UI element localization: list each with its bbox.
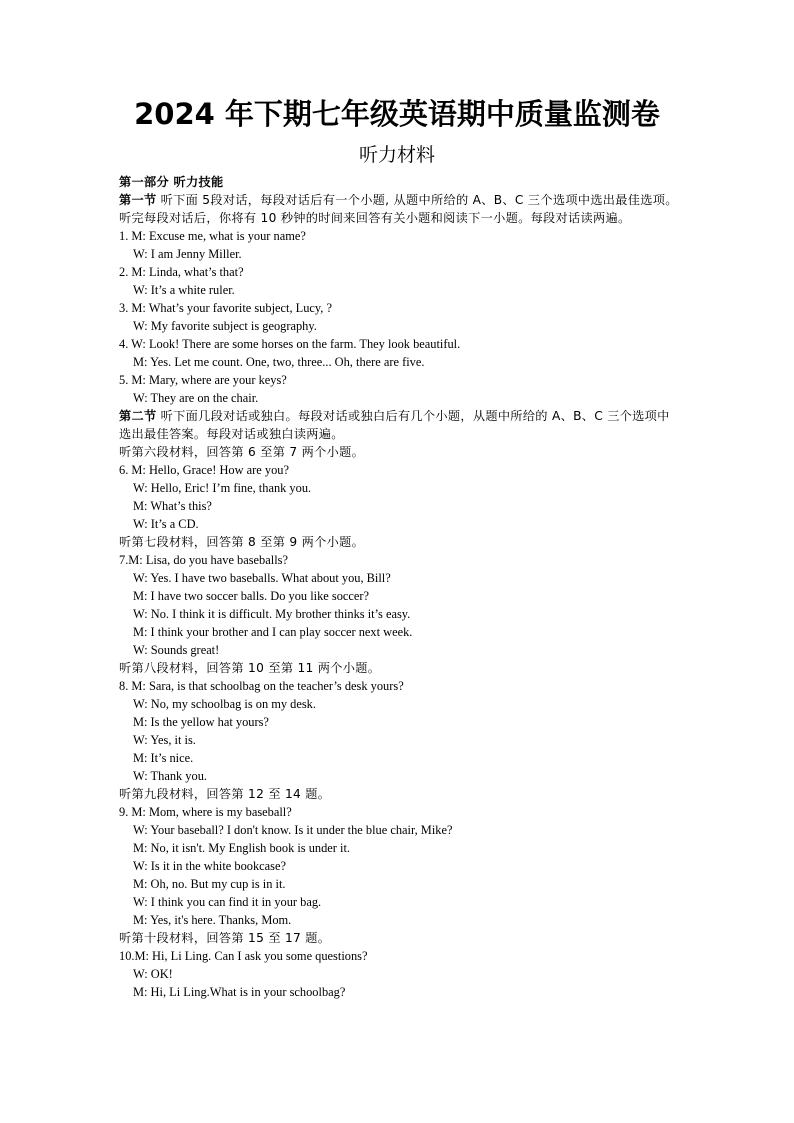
group-heading: 听第六段材料，回答第 6 至第 7 两个小题。: [119, 445, 365, 459]
dialogue-line: 1. M: Excuse me, what is your name?: [119, 229, 306, 243]
dialogue-line: M: I have two soccer balls. Do you like soccer?: [133, 589, 370, 603]
dialogue-line: W: It’s a white ruler.: [133, 283, 235, 297]
dialogue-line: 8. M: Sara, is that schoolbag on the teacher’s desk yours?: [119, 679, 404, 693]
dialogue-line: W: I think you can find it in your bag.: [133, 895, 322, 909]
dialogue-line: W: Hello, Eric! I’m fine, thank you.: [133, 481, 312, 495]
dialogue-line: W: No. I think it is difficult. My brother thinks it’s easy.: [133, 607, 411, 621]
dialogue-line: W: Yes, it is.: [133, 733, 196, 747]
part-heading: 第一部分 听力技能: [119, 175, 224, 189]
dialogue-line: W: OK!: [133, 967, 173, 981]
dialogue-line: 6. M: Hello, Grace! How are you?: [119, 463, 289, 477]
group-heading: 听第八段材料，回答第 10 至第 11 两个小题。: [119, 661, 381, 675]
dialogue-line: W: My favorite subject is geography.: [133, 319, 317, 333]
section1-dialogues: [119, 227, 679, 407]
dialogue-line: W: Your baseball? I don't know. Is it under the blue chair, Mike?: [133, 823, 453, 837]
dialogue-line: M: Oh, no. But my cup is in it.: [133, 877, 286, 891]
dialogue-line: 3. M: What’s your favorite subject, Lucy, ?: [119, 301, 332, 315]
dialogue-line: M: No, it isn't. My English book is under it.: [133, 841, 351, 855]
dialogue-line: 5. M: Mary, where are your keys?: [119, 373, 287, 387]
dialogue-line: W: Sounds great!: [133, 643, 220, 657]
dialogue-line: W: Is it in the white bookcase?: [133, 859, 287, 873]
dialogue-line: W: They are on the chair.: [133, 391, 259, 405]
dialogue-line: M: Yes. Let me count. One, two, three... Oh, there are five.: [133, 355, 425, 369]
dialogue-line: W: Yes. I have two baseballs. What about you, Bill?: [133, 571, 391, 585]
section2-text: 听下面几段对话或独白。每段对话或独白后有几个小题，从题中所给的 A、B、C 三个选项中选出最佳答案。每段对话或独白读两遍。: [119, 409, 670, 441]
group-heading: 听第十段材料，回答第 15 至 17 题。: [119, 931, 331, 945]
dialogue-line: 4. W: Look! There are some horses on the farm. They look beautiful.: [119, 337, 461, 351]
page-subtitle: 听力材料: [358, 144, 435, 166]
dialogue-line: W: Thank you.: [133, 769, 207, 783]
dialogue-line: W: No, my schoolbag is on my desk.: [133, 697, 316, 711]
dialogue-line: M: It’s nice.: [133, 751, 194, 765]
group-heading: 听第七段材料，回答第 8 至第 9 两个小题。: [119, 535, 365, 549]
dialogue-line: M: Hi, Li Ling.What is in your schoolbag?: [133, 985, 346, 999]
dialogue-line: 9. M: Mom, where is my baseball?: [119, 805, 292, 819]
dialogue-line: M: Yes, it's here. Thanks, Mom.: [133, 913, 292, 927]
section2-instructions: [119, 407, 679, 443]
section1-instructions: [119, 191, 679, 227]
group-heading: 听第九段材料，回答第 12 至 14 题。: [119, 787, 331, 801]
section1-label: 第一节: [119, 193, 157, 207]
dialogue-line: W: It’s a CD.: [133, 517, 199, 531]
dialogue-line: 2. M: Linda, what’s that?: [119, 265, 244, 279]
section1-text: 听下面 5段对话，每段对话后有一个小题, 从题中所给的 A、B、C 三个选项中选出最佳选项。听完每段对话后，你将有 10 秒钟的时间来回答有关小题和阅读下一小题。每段对话读两遍。: [119, 193, 678, 225]
dialogue-line: M: Is the yellow hat yours?: [133, 715, 269, 729]
dialogue-line: M: I think your brother and I can play soccer next week.: [133, 625, 413, 639]
dialogue-line: W: I am Jenny Miller.: [133, 247, 242, 261]
document-body: [119, 173, 679, 1001]
section2-label: 第二节: [119, 409, 157, 423]
page-title: 2024 年下期七年级英语期中质量监测卷: [134, 97, 660, 131]
dialogue-line: 10.M: Hi, Li Ling. Can I ask you some questions?: [119, 949, 368, 963]
dialogue-line: 7.M: Lisa, do you have baseballs?: [119, 553, 288, 567]
dialogue-line: M: What’s this?: [133, 499, 212, 513]
